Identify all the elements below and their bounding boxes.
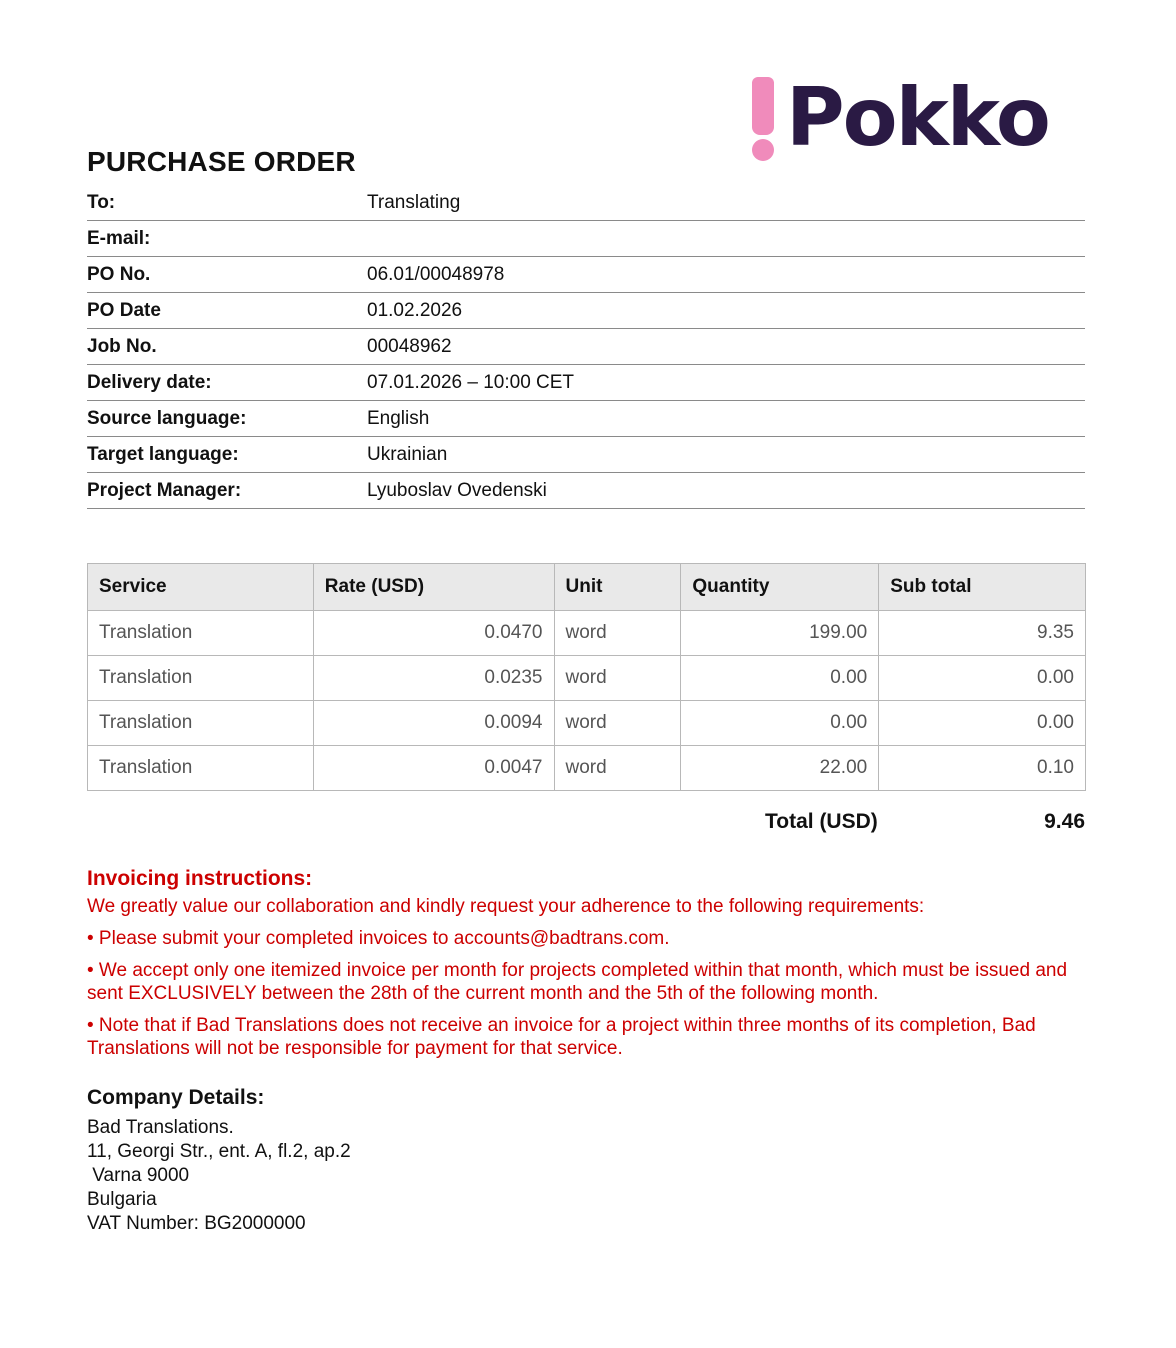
company-city: Varna 9000 — [87, 1165, 190, 1186]
invoicing-bullet: • We accept only one itemized invoice per month for projects completed within that month, which must be issued and sent EXCLUSIVELY between the 28th of the current month and the 5th of the following month. — [87, 960, 1068, 1004]
pokko-logo — [750, 70, 1090, 165]
info-row-po-date — [87, 294, 1085, 329]
table-row — [88, 746, 1086, 791]
info-value: 06.01/00048978 — [367, 264, 505, 285]
info-row-po-no — [87, 258, 1085, 293]
exclamation-mark-icon — [750, 75, 776, 161]
info-row-project-manager — [87, 474, 1085, 509]
company-address: 11, Georgi Str., ent. A, fl.2, ap.2 — [87, 1141, 351, 1162]
header-quantity: Quantity — [681, 564, 879, 611]
cell-subtotal: 9.35 — [879, 611, 1086, 656]
info-label: Job No. — [87, 336, 157, 357]
info-label: Delivery date: — [87, 372, 212, 393]
cell-quantity: 22.00 — [681, 746, 879, 791]
invoicing-bullet: • Please submit your completed invoices to accounts@badtrans.com. — [87, 928, 670, 949]
info-label: To: — [87, 192, 116, 213]
total-label: Total (USD) — [765, 810, 878, 833]
header-subtotal: Sub total — [879, 564, 1086, 611]
total-value: 9.46 — [1044, 810, 1085, 833]
cell-unit: word — [554, 611, 681, 656]
cell-subtotal: 0.00 — [879, 656, 1086, 701]
header-rate: Rate (USD) — [313, 564, 554, 611]
cell-rate: 0.0235 — [313, 656, 554, 701]
cell-service: Translation — [88, 656, 314, 701]
table-header-row — [88, 564, 1086, 611]
info-value: 00048962 — [367, 336, 452, 357]
cell-rate: 0.0047 — [313, 746, 554, 791]
company-name: Bad Translations. — [87, 1117, 234, 1138]
info-value: 07.01.2026 – 10:00 CET — [367, 372, 575, 393]
info-row-delivery-date — [87, 366, 1085, 401]
table-row — [88, 701, 1086, 746]
cell-quantity: 199.00 — [681, 611, 879, 656]
cell-service: Translation — [88, 746, 314, 791]
company-heading: Company Details: — [87, 1086, 265, 1109]
invoicing-bullet: • Note that if Bad Translations does not receive an invoice for a project within three months of its completion, Bad Translations will not be responsible for payment for that service. — [87, 1015, 1036, 1059]
cell-quantity: 0.00 — [681, 701, 879, 746]
invoicing-instructions — [87, 867, 1092, 1069]
info-label: E-mail: — [87, 228, 151, 249]
info-row-job-no — [87, 330, 1085, 365]
info-row-to — [87, 186, 1085, 221]
info-label: PO Date — [87, 300, 161, 321]
company-country: Bulgaria — [87, 1189, 157, 1210]
info-value: 01.02.2026 — [367, 300, 463, 321]
header-service: Service — [88, 564, 314, 611]
info-row-email — [87, 222, 1085, 257]
invoicing-intro: We greatly value our collaboration and kindly request your adherence to the following requirements: — [87, 896, 925, 917]
table-row — [88, 611, 1086, 656]
cell-rate: 0.0094 — [313, 701, 554, 746]
info-label: PO No. — [87, 264, 151, 285]
cell-service: Translation — [88, 611, 314, 656]
info-value: Lyuboslav Ovedenski — [367, 480, 547, 501]
cell-service: Translation — [88, 701, 314, 746]
company-vat: VAT Number: BG2000000 — [87, 1213, 306, 1234]
info-label: Target language: — [87, 444, 239, 465]
cell-unit: word — [554, 701, 681, 746]
info-label: Source language: — [87, 408, 247, 429]
info-row-target-language — [87, 438, 1085, 473]
services-table — [87, 563, 1086, 791]
logo-wordmark: Pokko — [786, 70, 1049, 164]
table-row — [88, 656, 1086, 701]
header-unit: Unit — [554, 564, 681, 611]
info-value: Ukrainian — [367, 444, 448, 465]
invoicing-heading: Invoicing instructions: — [87, 867, 313, 890]
cell-subtotal: 0.00 — [879, 701, 1086, 746]
cell-subtotal: 0.10 — [879, 746, 1086, 791]
cell-quantity: 0.00 — [681, 656, 879, 701]
info-value: English — [367, 408, 430, 429]
order-info-table — [87, 186, 1085, 509]
company-details — [87, 1086, 687, 1236]
cell-unit: word — [554, 746, 681, 791]
page-title: PURCHASE ORDER — [87, 146, 356, 177]
info-row-source-language — [87, 402, 1085, 437]
info-value: Translating — [367, 192, 461, 213]
cell-rate: 0.0470 — [313, 611, 554, 656]
cell-unit: word — [554, 656, 681, 701]
info-label: Project Manager: — [87, 480, 242, 501]
